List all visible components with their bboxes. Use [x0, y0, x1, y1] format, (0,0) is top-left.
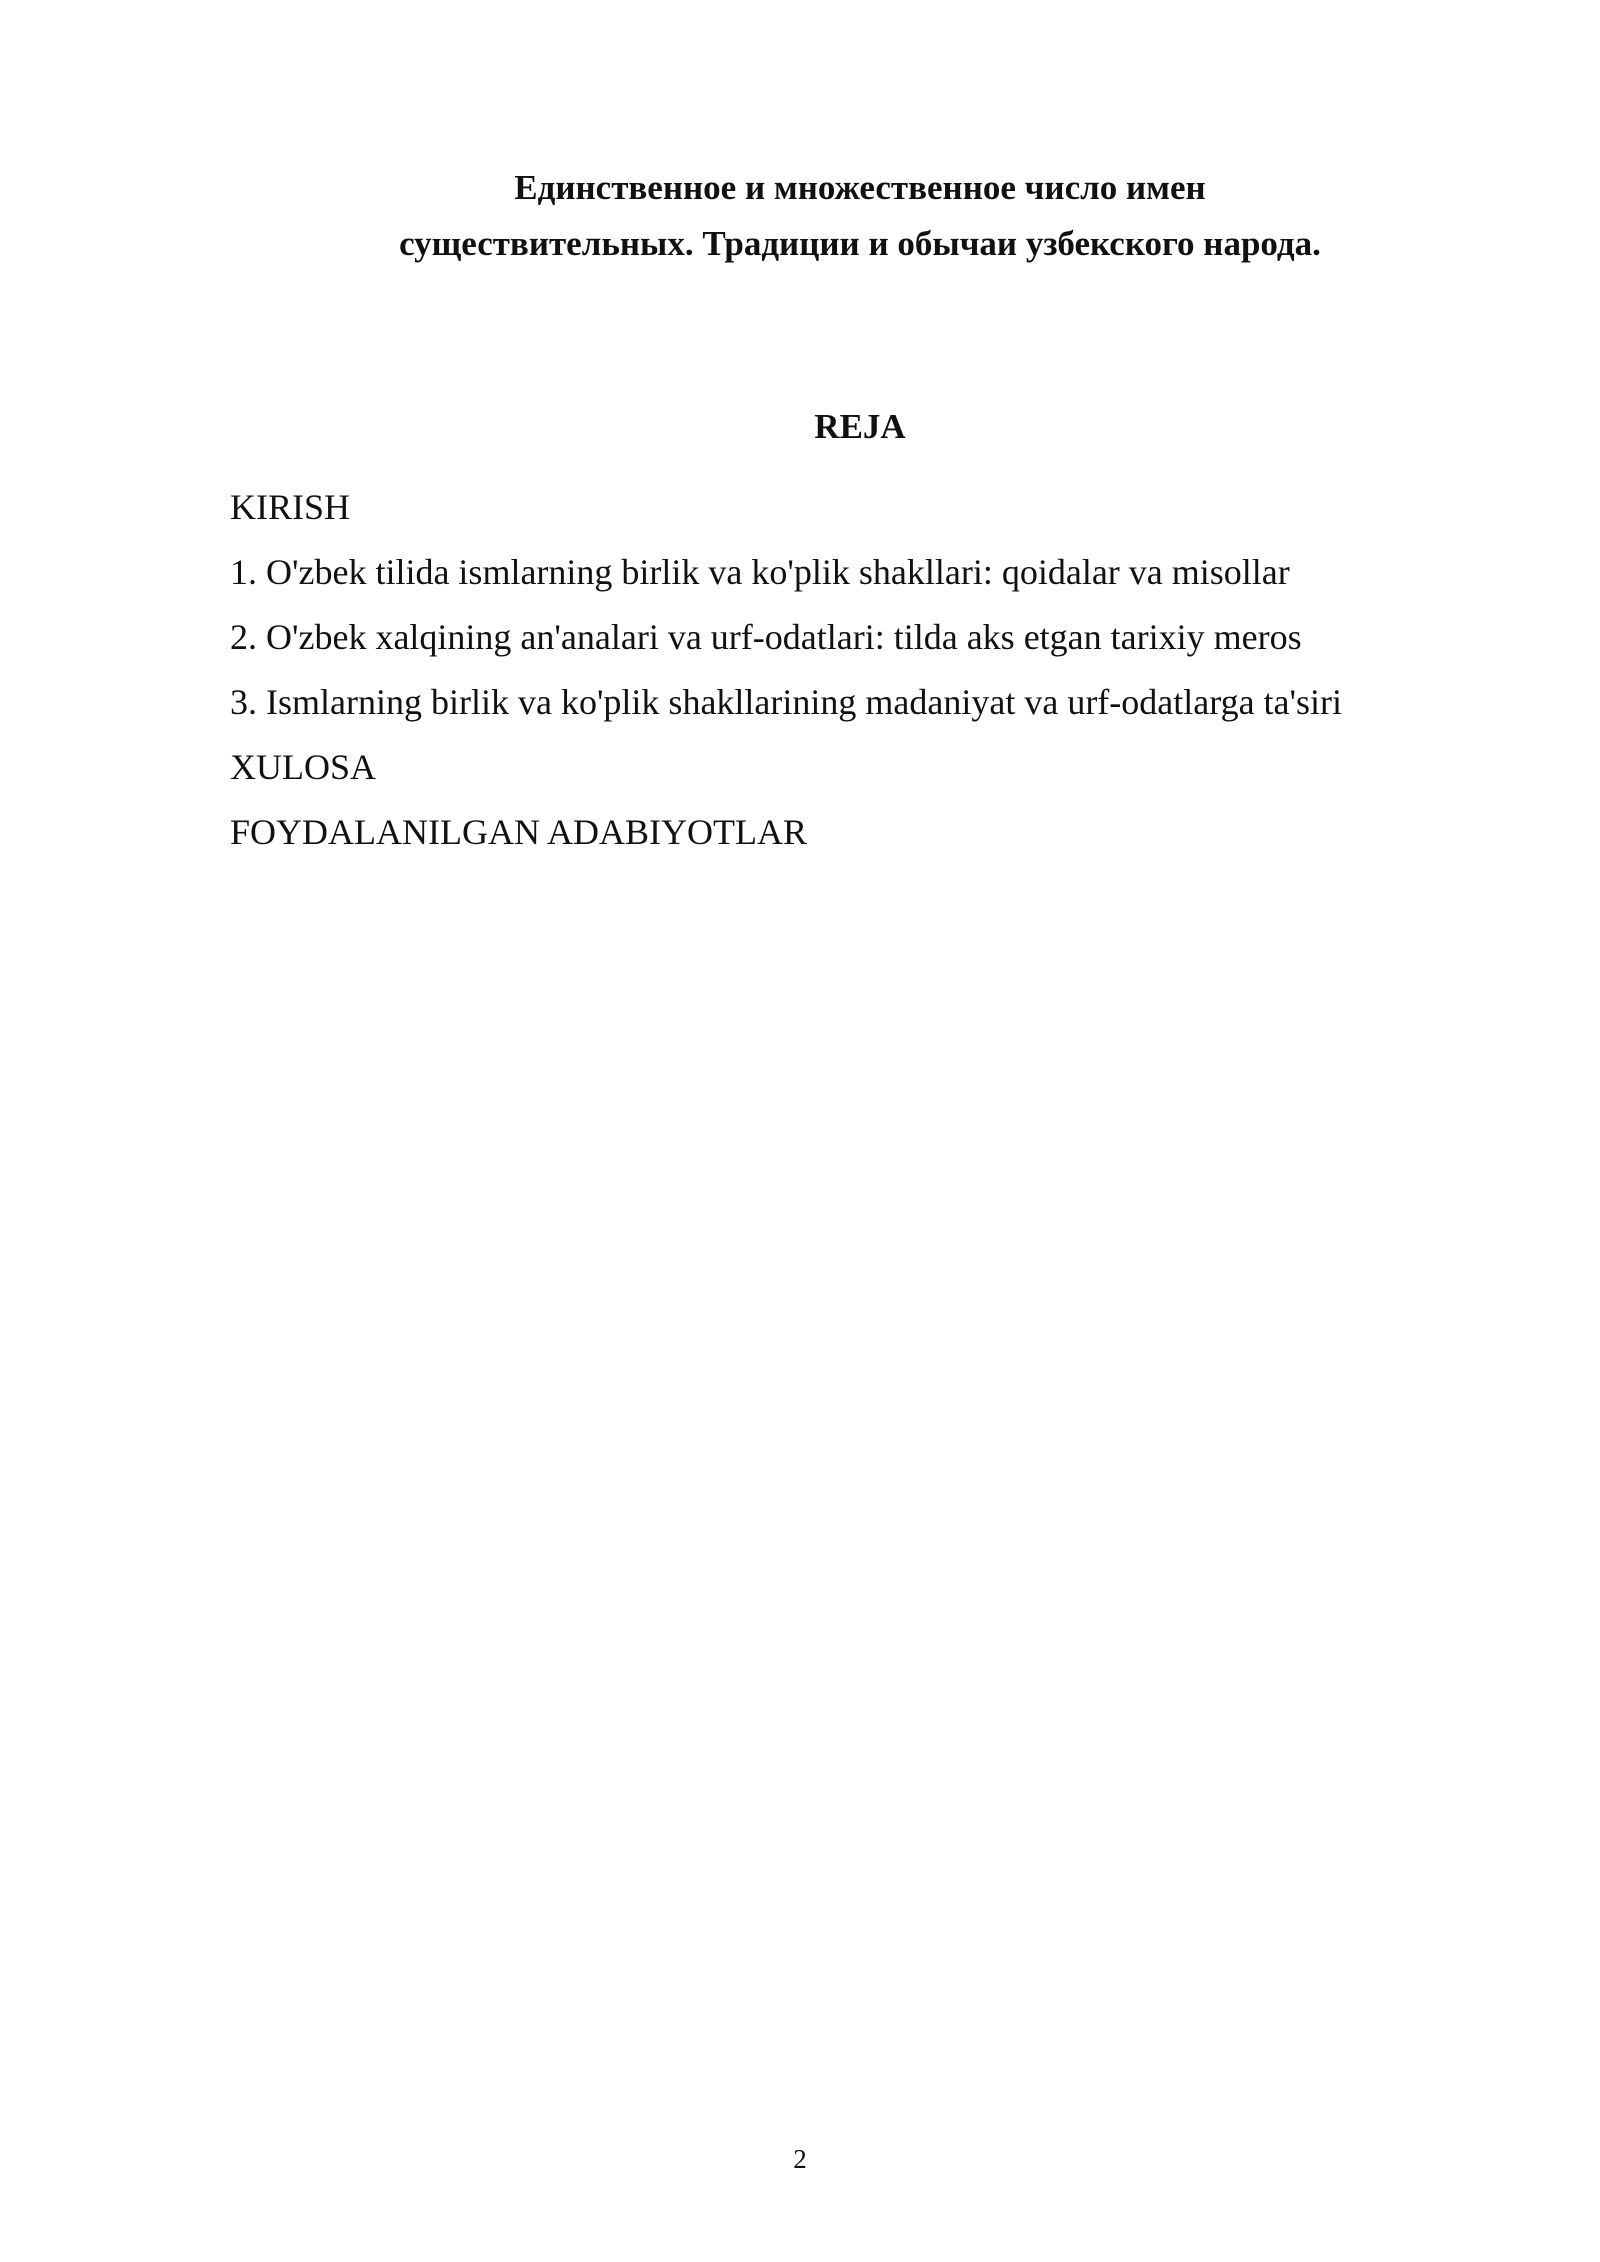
page-number: 2	[793, 2144, 807, 2174]
title-line-2: существительных. Традиции и обычаи узбекского народа.	[399, 224, 1321, 263]
plan-item-references: FOYDALANILGAN ADABIYOTLAR	[230, 812, 807, 852]
plan-item-2: 2. O'zbek xalqining an'analari va urf-odatlari: tilda aks etgan tarixiy meros	[230, 617, 1302, 657]
plan-item-introduction: KIRISH	[230, 487, 351, 527]
title-line-1: Единственное и множественное число имен	[514, 168, 1206, 207]
plan-list	[230, 475, 1530, 865]
plan-item-3: 3. Ismlarning birlik va ko'plik shakllarining madaniyat va urf-odatlarga ta'siri	[230, 682, 1343, 722]
plan-item-conclusion: XULOSA	[230, 747, 377, 787]
plan-item-1: 1. O'zbek tilida ismlarning birlik va ko'plik shakllari: qoidalar va misollar	[230, 552, 1290, 592]
document-title	[230, 160, 1490, 272]
plan-heading: REJA	[814, 407, 906, 446]
